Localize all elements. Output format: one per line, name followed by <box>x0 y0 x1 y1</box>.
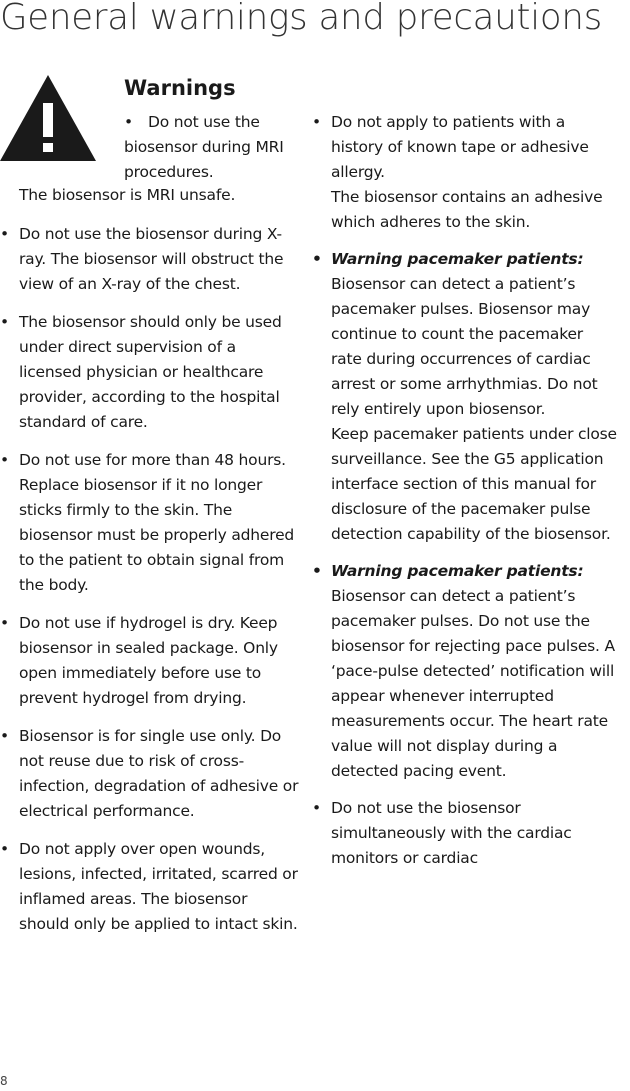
warning-item <box>0 222 300 297</box>
warning-text: Do not use the biosensor during X-ray. The biosensor will obstruct the view of an X-ray of the chest. <box>19 225 284 293</box>
bullet: • <box>312 562 322 580</box>
warning-text: Do not use for more than 48 hours. Replace biosensor if it no longer sticks firmly to the skin. The biosensor must be properly adhered to the patient to obtain signal from the body. <box>19 451 295 594</box>
warning-body: Biosensor can detect a patient’s pacemaker pulses. Do not use the biosensor for rejecting pace pulses. A ‘pace-pulse detected’ notification will appear whenever interrupted measurements occur. The heart rate value will not display during a detected pacing event. <box>331 587 615 780</box>
warning-item <box>0 837 300 937</box>
warning-item-pacemaker <box>312 247 617 547</box>
warning-text: Do not use the biosensor during MRI procedures. <box>124 113 284 181</box>
warning-item-mri-continued: The biosensor is MRI unsafe. <box>19 186 236 204</box>
warning-item <box>0 310 300 435</box>
warning-item-cardiac-monitors <box>312 796 617 871</box>
warning-item <box>0 724 300 824</box>
bullet: • <box>0 313 9 331</box>
bullet: • <box>124 113 133 131</box>
warning-text <box>331 247 617 422</box>
warning-label: Warning pacemaker patients: <box>331 562 584 580</box>
warning-label: Warning pacemaker patients: <box>331 250 584 268</box>
warning-body: Biosensor can detect a patient’s pacemaker pulses. Biosensor may continue to count the pacemaker rate during occurrences of cardiac arrest or some arrhythmias. Do not rely entirely upon biosensor. <box>331 275 598 418</box>
warning-text: Do not apply over open wounds, lesions, infected, irritated, scarred or inflamed areas. The biosensor should only be applied to intact skin. <box>19 840 298 933</box>
warnings-heading: Warnings <box>124 76 236 100</box>
warning-text-continued: The biosensor contains an adhesive which adheres to the skin. <box>331 188 603 231</box>
bullet: • <box>0 727 9 745</box>
warning-text: The biosensor should only be used under direct supervision of a licensed physician or healthcare provider, according to the hospital standard of care. <box>19 313 282 431</box>
bullet: • <box>0 840 9 858</box>
bullet: • <box>312 799 321 817</box>
warning-text: Do not use the biosensor simultaneously with the cardiac monitors or cardiac <box>331 799 572 867</box>
warning-text: Do not use if hydrogel is dry. Keep biosensor in sealed package. Only open immediately before use to prevent hydrogel from drying. <box>19 614 278 707</box>
warning-triangle-icon <box>0 75 96 161</box>
bullet: • <box>312 113 321 131</box>
page-title: General warnings and precautions <box>0 0 603 38</box>
bullet: • <box>0 451 9 469</box>
warning-text-continued: Keep pacemaker patients under close surveillance. See the G5 application interface section of this manual for disclosure of the pacemaker pulse detection capability of the biosensor. <box>331 425 617 543</box>
warning-item <box>0 611 300 711</box>
warning-text: Do not apply to patients with a history of known tape or adhesive allergy. <box>331 113 589 181</box>
bullet: • <box>312 250 322 268</box>
bullet: • <box>0 614 9 632</box>
warning-item-mri <box>124 110 294 185</box>
right-column <box>312 110 617 883</box>
left-column <box>0 222 300 950</box>
warning-text <box>331 559 617 784</box>
warning-text: Biosensor is for single use only. Do not reuse due to risk of cross-infection, degradation of adhesive or electrical performance. <box>19 727 299 820</box>
warning-item-pacemaker <box>312 559 617 784</box>
warning-item <box>0 448 300 598</box>
bullet: • <box>0 225 9 243</box>
warning-item-adhesive <box>312 110 617 235</box>
page-number: 8 <box>0 1074 8 1088</box>
